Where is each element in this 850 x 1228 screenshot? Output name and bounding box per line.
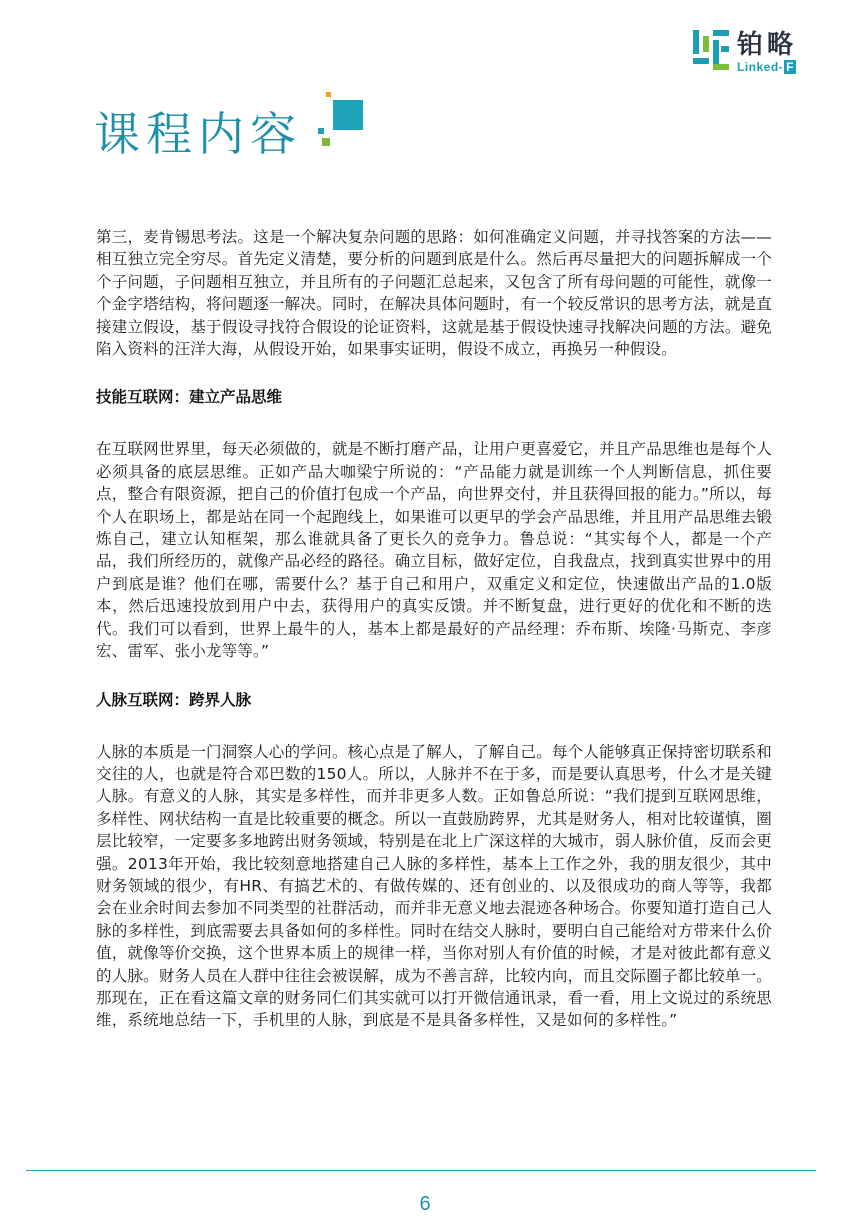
section-2-heading: 技能互联网：建立产品思维 [96,388,283,407]
logo-chinese-text: 铂略 [737,30,798,60]
spacer [96,711,772,741]
spacer [96,663,772,689]
section-1-body: 第三，麦肯锡思考法。这是一个解决复杂问题的思路：如何准确定义问题，并寻找答案的方法——相互独立完全穷尽。首先定义清楚，要分析的问题到底是什么。然后再尽量把大的问题拆解成一个个子问题，子问题相互独立，并且所有的子问题汇总起来，又包含了所有母问题的可能性，就像一个金字塔结构，将问题逐一解决。同时，在解决具体问题时，有一个较反常识的思考方法，就是直接建立假设，基于假设寻找符合假设的论证资料，这就是基于假设快速寻找解决问题的方法。避免陷入资料的汪洋大海，从假设开始，如果事实证明，假设不成立，再换另一种假设。 [96,228,772,359]
logo-english-suffix: F [786,60,795,74]
course-content [96,226,772,1032]
section-3-heading: 人脉互联网：跨界人脉 [96,690,252,709]
brand-logo [693,30,813,78]
page-number: 6 [419,1193,431,1215]
logo-english-main: Linked- [737,60,784,74]
section-3-body: 人脉的本质是一门洞察人心的学问。核心点是了解人，了解自己。每个人能够真正保持密切联系和交往的人，也就是符合邓巴数的150人。所以，人脉并不在于多，而是要认真思考，什么才是关键人脉。有意义的人脉，其实是多样性，而并非更多人数。正如鲁总所说：“我们提到互联网思维，多样性、网状结构一直是比较重要的概念。所以一直鼓励跨界，尤其是财务人，相对比较谨慎，圈层比较窄，一定要多多地跨出财务领域，特别是在北上广深这样的大城市，弱人脉价值，反而会更强。2013年开始，我比较刻意地搭建自己人脉的多样性，基本上工作之外，我的朋友很少，其中财务领域的很少，有HR、有搞艺术的、有做传媒的、还有创业的、以及很成功的商人等等，我都会在业余时间去参加不同类型的社群活动，而并非无意义地去混迹各种场合。你要知道打造自己人脉的多样性，到底需要去具备如何的多样性。同时在结交人脉时，要明白自己能给对方带来什么价值，就像等价交换，这个世界本质上的规律一样，当你对别人有价值的时候，才是对彼此都有意义的人脉。财务人员在人群中往往会被误解，成为不善言辞，比较内向，而且交际圈子都比较单一。那现在，正在看这篇文章的财务同仁们其实就可以打开微信通讯录，看一看，用上文说过的系统思维，系统地总结一下，手机里的人脉，到底是不是具备多样性，又是如何的多样性。” [96,742,772,1030]
logo-mark-icon [693,30,729,70]
page-title: 课程内容 [94,107,302,161]
section-2-body: 在互联网世界里，每天必须做的，就是不断打磨产品，让用户更喜爱它，并且产品思维也是每个人必须具备的底层思维。正如产品大咖梁宁所说的：“产品能力就是训练一个人判断信息，抓住要点，整合有限资源，把自己的价值打包成一个产品，向世界交付，并且获得回报的能力。”所以，每个人在职场上，都是站在同一个起跑线上，如果谁可以更早的学会产品思维，并且用产品思维去锻炼自己，建立认知框架，那么谁就具备了更长久的竞争力。鲁总说：“其实每个人，都是一个产品，我们所经历的，就像产品必经的路径。确立目标，做好定位，自我盘点，找到真实世界中的用户到底是谁？他们在哪，需要什么？基于自己和用户，双重定义和定位，快速做出产品的1.0版本，然后迅速投放到用户中去，获得用户的真实反馈。并不断复盘，进行更好的优化和不断的迭代。我们可以看到，世界上最牛的人，基本上都是最好的产品经理：乔布斯、埃隆·马斯克、李彦宏、雷军、张小龙等等。” [96,440,772,661]
logo-english-text [737,60,796,74]
decorative-squares-icon [316,90,366,150]
footer-divider [26,1170,816,1171]
spacer [96,360,772,386]
spacer [96,408,772,438]
